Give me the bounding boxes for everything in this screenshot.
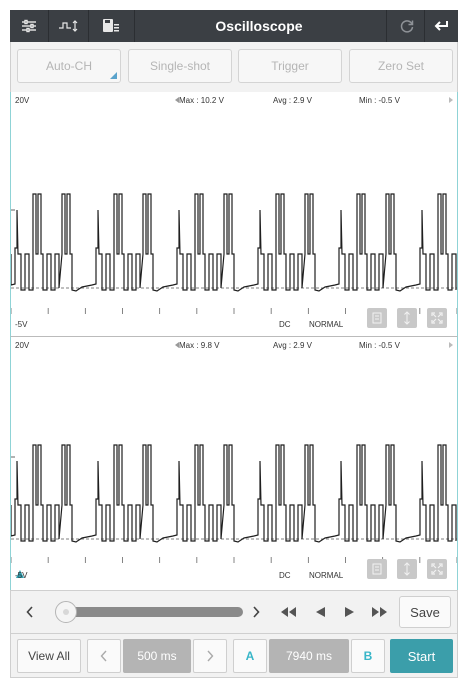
- start-button[interactable]: [390, 639, 453, 673]
- bottom-bar: [10, 634, 458, 678]
- ch2-avg-value: Avg : 2.9 V: [273, 341, 312, 350]
- trigger-label: Trigger: [271, 59, 309, 73]
- step-back-icon[interactable]: [309, 602, 331, 622]
- back-icon[interactable]: [424, 10, 458, 42]
- fast-forward-icon[interactable]: [369, 602, 391, 622]
- time-div-value: 500 ms: [137, 649, 177, 663]
- ch1-vertical-scale-icon[interactable]: [397, 308, 417, 328]
- cursor-a-label: A: [245, 649, 255, 663]
- slider-left-icon[interactable]: [19, 602, 41, 622]
- step-forward-icon[interactable]: [339, 602, 361, 622]
- waveform-trace: [11, 194, 456, 291]
- ch2-scale-top: 20V: [15, 341, 30, 350]
- ch1-scale-top: 20V: [15, 96, 30, 105]
- chevron-left-icon: [100, 650, 108, 662]
- channel-1-panel[interactable]: [10, 92, 458, 336]
- auto-ch-button[interactable]: [17, 49, 121, 83]
- ch1-waveform: [11, 106, 457, 314]
- auto-ch-label: Auto-CH: [45, 59, 92, 73]
- cursor-delta-display: [269, 639, 349, 673]
- fast-rewind-icon[interactable]: [277, 602, 299, 622]
- dropdown-corner-icon: [110, 72, 117, 79]
- cursor-b-button[interactable]: [351, 639, 385, 673]
- ch2-coupling: DC: [279, 571, 291, 580]
- ch2-max-value: Max : 9.8 V: [179, 341, 220, 350]
- save-label: Save: [410, 604, 440, 620]
- ch1-scale-bottom: -5V: [15, 320, 28, 329]
- ch2-right-arrow-icon: [449, 342, 453, 348]
- channel-2-panel[interactable]: [10, 336, 458, 590]
- time-div-display: [123, 639, 191, 673]
- cursor-delta-value: 7940 ms: [285, 649, 333, 663]
- chevron-right-icon: [206, 650, 214, 662]
- ch1-coupling: DC: [279, 320, 291, 329]
- ch2-min-value: Min : -0.5 V: [359, 341, 400, 350]
- trigger-button[interactable]: [238, 49, 342, 83]
- timeline-slider[interactable]: [61, 607, 243, 617]
- time-decrease-button[interactable]: [87, 639, 121, 673]
- title-bar: [10, 10, 458, 42]
- ch2-waveform: [11, 351, 457, 563]
- cursor-b-label: B: [363, 649, 373, 663]
- timeline-slider-thumb[interactable]: [55, 601, 77, 623]
- ch2-mode: NORMAL: [309, 571, 344, 580]
- zero-set-button[interactable]: [349, 49, 453, 83]
- ch1-mode: NORMAL: [309, 320, 344, 329]
- single-shot-label: Single-shot: [149, 59, 211, 73]
- ch2-copy-icon[interactable]: [367, 559, 387, 579]
- settings-sliders-icon[interactable]: [12, 10, 46, 42]
- save-button[interactable]: [399, 596, 451, 628]
- cursor-a-button[interactable]: [233, 639, 267, 673]
- slider-right-icon[interactable]: [245, 602, 267, 622]
- ch2-fullscreen-icon[interactable]: [427, 559, 447, 579]
- start-label: Start: [407, 648, 436, 664]
- ch1-avg-value: Avg : 2.9 V: [273, 96, 312, 105]
- ch2-vertical-scale-icon[interactable]: [397, 559, 417, 579]
- playback-bar: [10, 590, 458, 634]
- waveform-trace: [11, 445, 456, 542]
- trigger-edge-icon[interactable]: [52, 10, 86, 42]
- ch1-copy-icon[interactable]: [367, 308, 387, 328]
- save-list-icon[interactable]: [94, 10, 128, 42]
- zero-set-label: Zero Set: [377, 59, 425, 73]
- page-title: Oscilloscope: [215, 18, 303, 34]
- view-all-label: View All: [28, 649, 70, 663]
- view-all-button[interactable]: [17, 639, 81, 673]
- time-increase-button[interactable]: [193, 639, 227, 673]
- ch1-min-value: Min : -0.5 V: [359, 96, 400, 105]
- ch1-max-value: Max : 10.2 V: [179, 96, 224, 105]
- toolbar: [10, 42, 458, 92]
- refresh-icon[interactable]: [390, 10, 424, 42]
- single-shot-button[interactable]: [128, 49, 232, 83]
- ch1-fullscreen-icon[interactable]: [427, 308, 447, 328]
- ch1-right-arrow-icon: [449, 97, 453, 103]
- ch2-scale-bottom: -5V: [15, 571, 28, 580]
